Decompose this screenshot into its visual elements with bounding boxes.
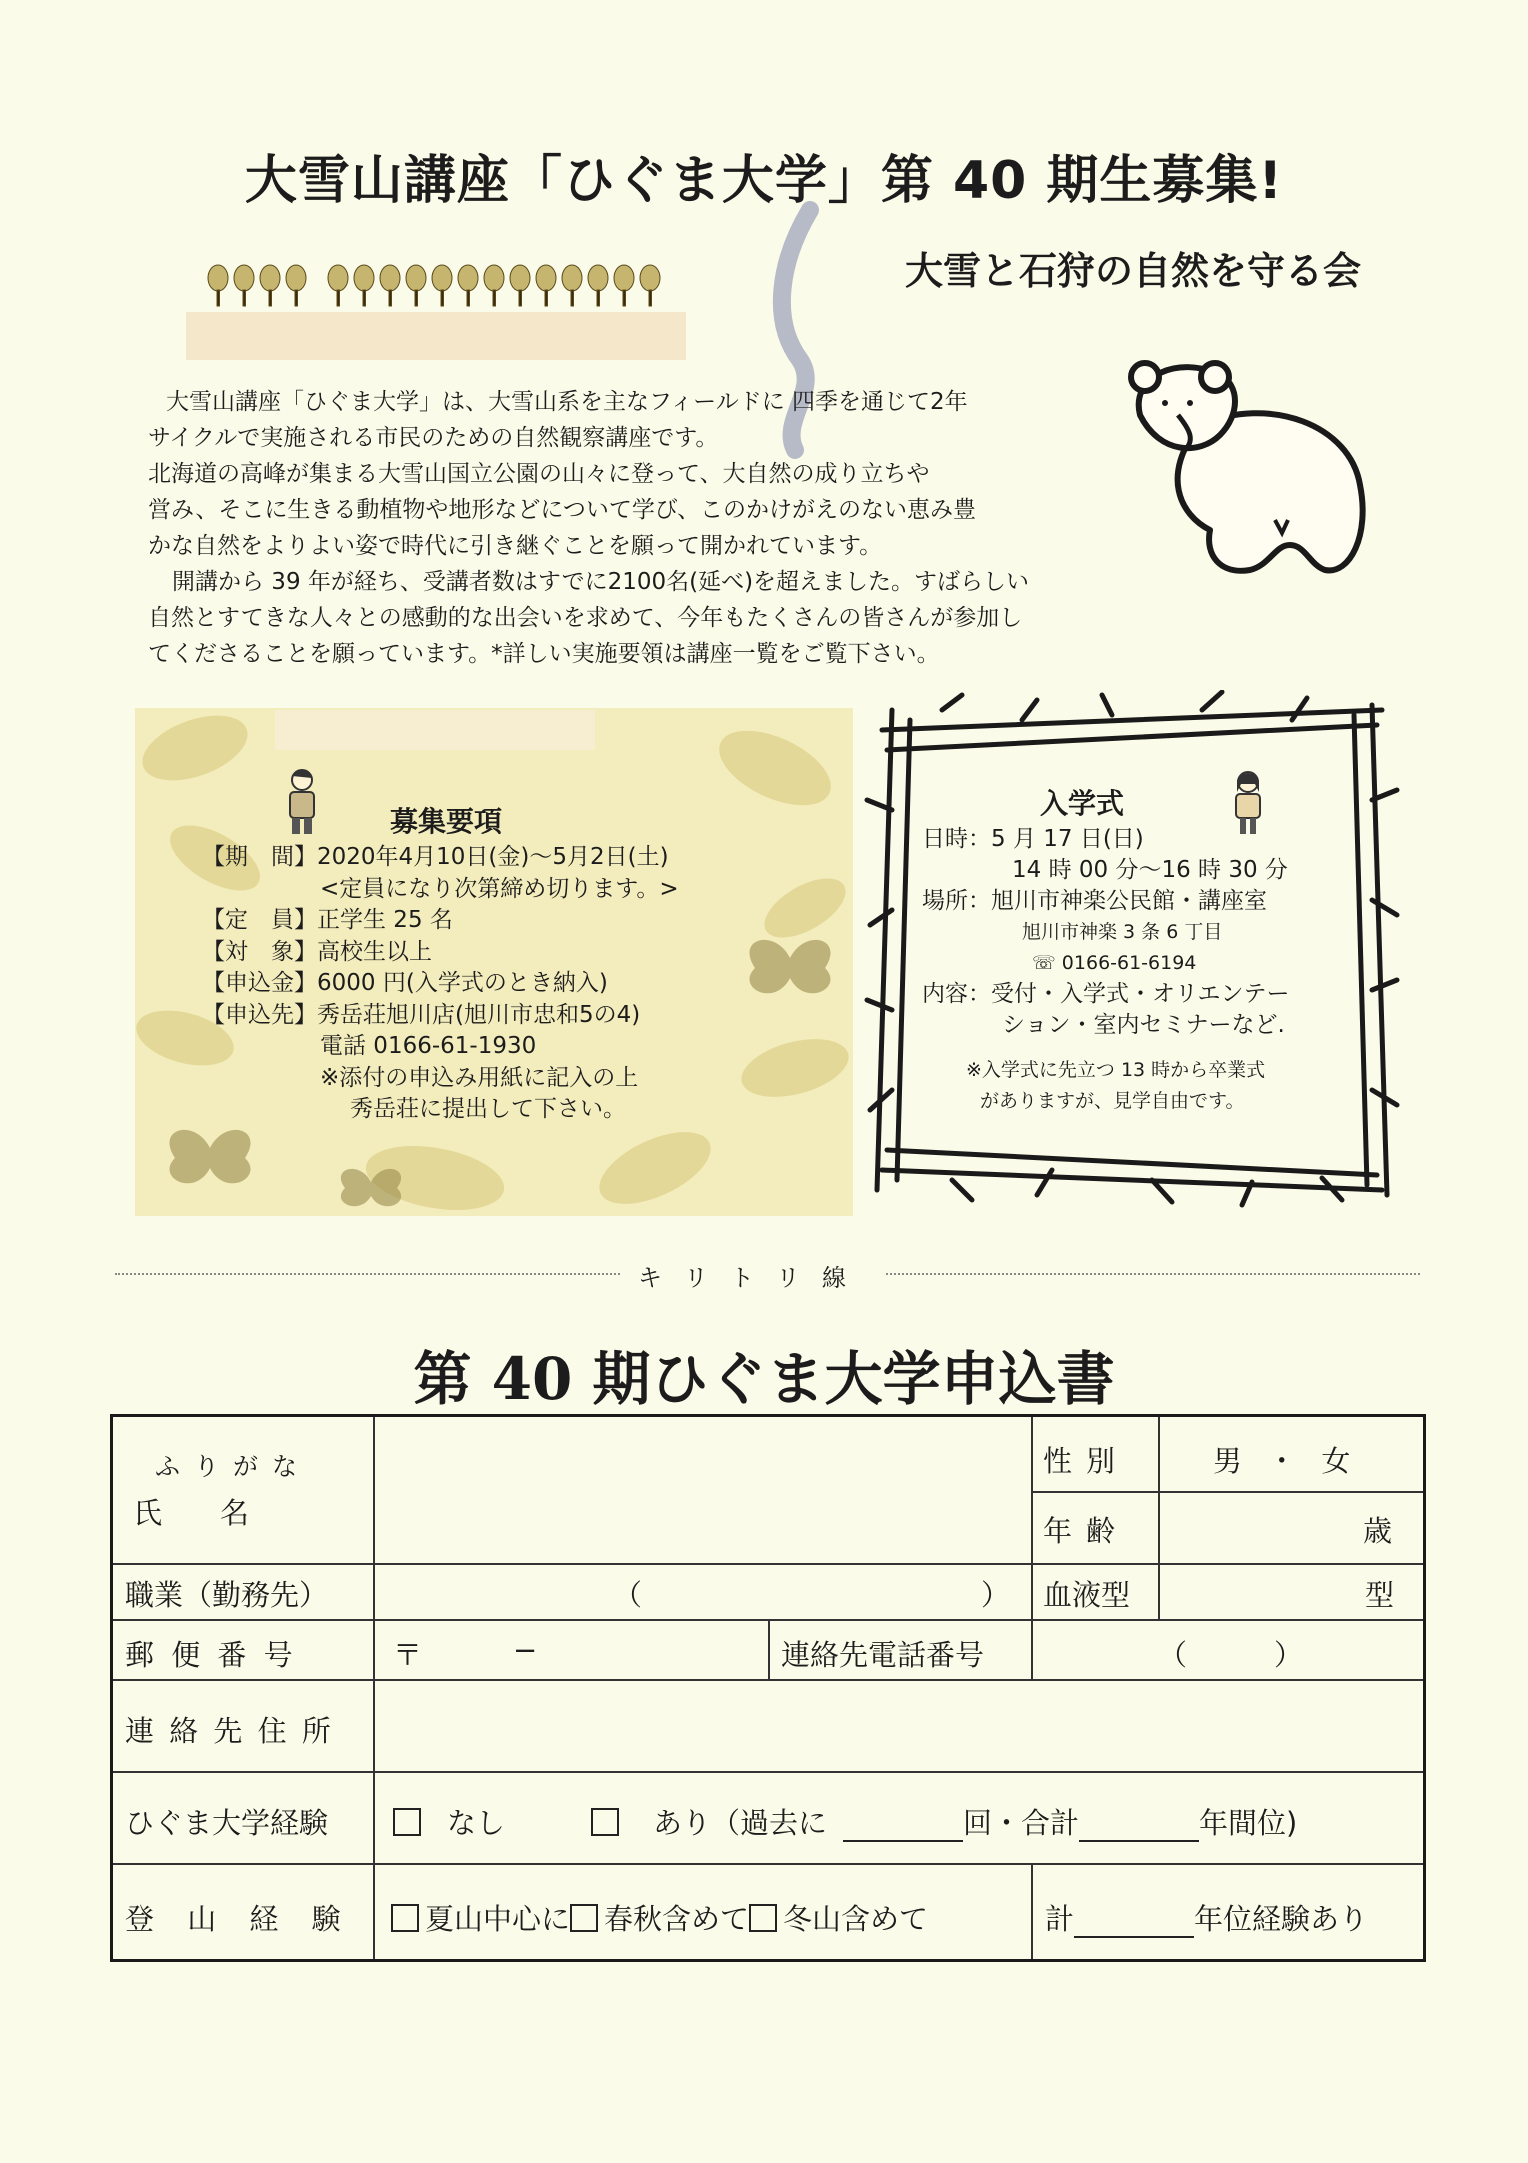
- checkbox[interactable]: [393, 1808, 421, 1836]
- intro-line: 開講から 39 年が経ち、受講者数はすでに2100名(延べ)を超えました。すばらしい: [172, 569, 1030, 595]
- name-label: 氏 名: [133, 1496, 250, 1530]
- experience-label: ひぐま大学経験: [125, 1806, 329, 1840]
- climbing-label: 登 山 経 験: [125, 1902, 353, 1936]
- climbing-options[interactable]: [391, 1897, 928, 1938]
- age-unit: 歳: [1363, 1514, 1393, 1548]
- bear-illustration: [1120, 355, 1380, 595]
- period-note: <定員になり次第締め切ります。>: [320, 875, 679, 902]
- time-value: 14 時 00 分〜16 時 30 分: [1012, 857, 1288, 883]
- name-field[interactable]: [375, 1419, 1029, 1561]
- climb-summer: 夏山中心に: [425, 1902, 571, 1936]
- furigana-label: ふりがな: [155, 1452, 312, 1481]
- paren-close: ）: [981, 1578, 1011, 1612]
- checkbox[interactable]: [749, 1904, 777, 1932]
- climb-spring: 春秋含めて: [604, 1902, 750, 1936]
- label: 日時：: [922, 826, 991, 852]
- tel-value: ☏ 0166-61-6194: [1032, 952, 1197, 974]
- address-field[interactable]: [375, 1681, 1421, 1769]
- ceremony-note: がありますが、見学自由です。: [980, 1090, 1245, 1112]
- age-field[interactable]: [1161, 1493, 1351, 1561]
- blood-label: 血液型: [1043, 1578, 1131, 1612]
- content-value: 受付・入学式・オリエンテー: [991, 981, 1290, 1007]
- job-label: 職業（勤務先）: [125, 1578, 329, 1612]
- label: 場所：: [922, 888, 991, 914]
- checkbox[interactable]: [391, 1904, 419, 1932]
- recruitment-details: [202, 842, 679, 1126]
- apply-tel: 電話 0166-61-1930: [320, 1033, 537, 1059]
- exp-times-text: 回・合計: [963, 1806, 1080, 1840]
- intro-line: かな自然をよりよい姿で時代に引き継ぐことを願って開かれています。: [148, 533, 883, 559]
- checkbox[interactable]: [570, 1904, 598, 1932]
- content-value: ション・室内セミナーなど.: [1002, 1012, 1285, 1038]
- exp-yes-text: あり（過去に: [653, 1806, 828, 1840]
- note-line: 秀岳荘に提出して下さい。: [350, 1096, 626, 1122]
- recruitment-heading: 募集要項: [390, 805, 503, 838]
- exp-yes-option[interactable]: [591, 1801, 827, 1842]
- paren-open: （: [613, 1578, 643, 1612]
- person-icon: [282, 768, 322, 838]
- note-line: ※添付の申込み用紙に記入の上: [320, 1064, 639, 1091]
- checkbox[interactable]: [591, 1808, 619, 1836]
- ceremony-details: [922, 824, 1290, 1117]
- gender-label: 性別: [1043, 1444, 1130, 1478]
- age-label: 年齢: [1043, 1514, 1130, 1548]
- exp-none-text: なし: [447, 1806, 506, 1840]
- total-blank[interactable]: [1074, 1906, 1194, 1938]
- label: 【対 象】: [202, 938, 317, 965]
- intro-line: 自然とすてきな人々との感動的な出会いを求めて、今年もたくさんの皆さんが参加し: [148, 605, 1023, 631]
- climbing-total: [1045, 1897, 1368, 1938]
- application-form: [110, 1414, 1426, 1962]
- phone-label: 連絡先電話番号: [781, 1638, 985, 1672]
- intro-line: 北海道の高峰が集まる大雪山国立公園の山々に登って、大自然の成り立ちや: [148, 461, 930, 487]
- exp-years-text: 年間位): [1199, 1806, 1298, 1840]
- target-value: 高校生以上: [317, 938, 432, 965]
- climb-winter: 冬山含めて: [783, 1902, 929, 1936]
- intro-line: 大雪山講座「ひぐま大学」は、大雪山系を主なフィールドに 四季を通じて2年: [166, 389, 968, 415]
- exp-none-option[interactable]: [393, 1801, 505, 1842]
- date-value: 5 月 17 日(日): [991, 826, 1144, 852]
- fee-value: 6000 円(入学式のとき納入): [317, 970, 608, 996]
- blood-unit: 型: [1365, 1578, 1395, 1612]
- organization-name: 大雪と石狩の自然を守る会: [905, 248, 1362, 293]
- place-value: 旭川市神楽公民館・講座室: [991, 888, 1267, 914]
- total-label: 計: [1045, 1902, 1075, 1936]
- job-field[interactable]: [375, 1565, 1029, 1619]
- ceremony-note: ※入学式に先立つ 13 時から卒業式: [966, 1059, 1266, 1081]
- apply-value: 秀岳荘旭川店(旭川市忠和5の4): [317, 1001, 641, 1028]
- years-blank[interactable]: [1079, 1810, 1199, 1842]
- address-value: 旭川市神楽 3 条 6 丁目: [1022, 921, 1223, 943]
- postal-label: 郵 便 番 号: [125, 1638, 297, 1672]
- blurred-strip: [186, 312, 686, 360]
- total-years: 年位経験あり: [1194, 1902, 1369, 1936]
- gender-options[interactable]: 男 ・ 女: [1213, 1444, 1359, 1478]
- postal-mark: 〒: [393, 1638, 423, 1672]
- phone-field[interactable]: [1035, 1623, 1421, 1677]
- intro-line: てくださることを願っています。*詳しい実施要領は講座一覧をご覧下さい。: [148, 641, 940, 667]
- capacity-value: 正学生 25 名: [317, 907, 453, 933]
- exp-times-row: [843, 1801, 1297, 1842]
- postal-field[interactable]: [403, 1623, 763, 1677]
- label: 【期 間】: [202, 844, 317, 870]
- cut-line-label: キリトリ線: [620, 1258, 886, 1293]
- page-title: 大雪山講座「ひぐま大学」第 40 期生募集!: [244, 151, 1284, 211]
- label: 【定 員】: [202, 907, 317, 933]
- label: 内容：: [922, 981, 991, 1007]
- ceremony-heading: 入学式: [1040, 787, 1125, 820]
- intro-line: 営み、そこに生きる動植物や地形などについて学び、このかけがえのない恵み豊: [148, 497, 976, 523]
- blurred-strip: [275, 710, 595, 750]
- blood-field[interactable]: [1161, 1565, 1351, 1619]
- phone-parens: （ ）: [1158, 1638, 1304, 1672]
- label: 【申込先】: [202, 1001, 317, 1028]
- tree-row-decoration: [206, 264, 666, 316]
- form-title: 第 40 期ひぐま大学申込書: [413, 1345, 1115, 1413]
- intro-line: サイクルで実施される市民のための自然観察講座です。: [148, 425, 719, 451]
- address-label: 連 絡 先 住 所: [125, 1714, 334, 1748]
- intro-text: [148, 384, 1088, 672]
- label: 【申込金】: [202, 970, 317, 996]
- times-blank[interactable]: [843, 1810, 963, 1842]
- period-value: 2020年4月10日(金)〜5月2日(土): [317, 844, 669, 870]
- postal-dash: −: [513, 1633, 538, 1667]
